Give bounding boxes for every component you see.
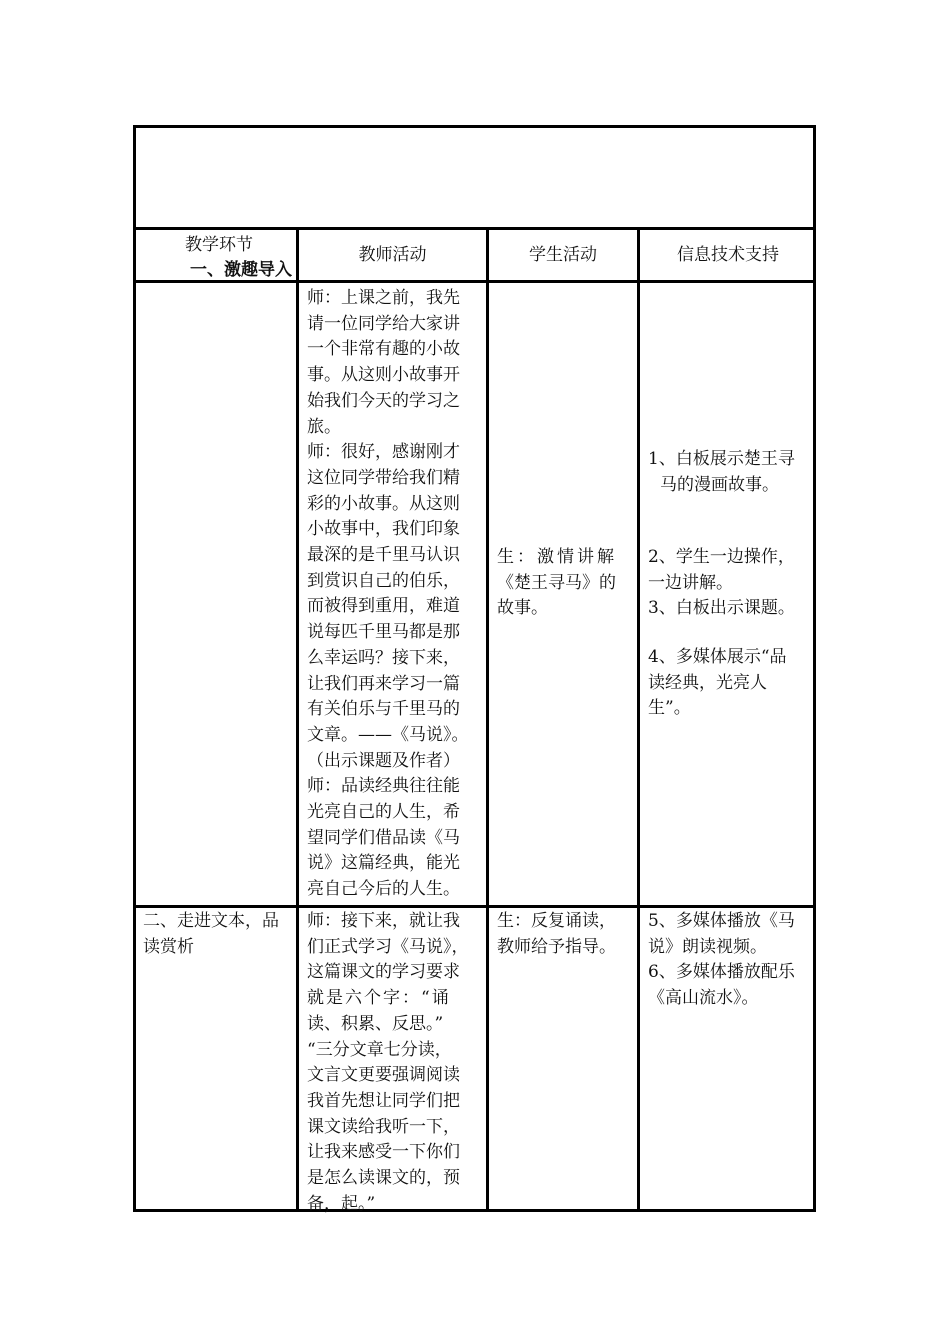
text-line: 望同学们借品读《马	[307, 827, 460, 848]
divider	[133, 227, 816, 230]
text-line: 读经典，光亮人	[648, 672, 767, 693]
text-line: 我首先想让同学们把	[307, 1090, 460, 1111]
text-line: 师：接下来，就让我	[307, 911, 460, 931]
text-line: 让我们再来学习一篇	[307, 673, 460, 694]
text-line: 有关伯乐与千里马的	[307, 699, 460, 720]
header-stage-label: 教学环节	[185, 235, 253, 255]
row1-it-support-3	[648, 645, 812, 722]
text-line: 3、白板出示课题。	[648, 598, 795, 619]
text-line: 么幸运吗？接下来，	[307, 647, 460, 668]
text-line: 生”。	[648, 698, 691, 719]
header-teacher: 教师活动	[358, 245, 427, 265]
divider	[486, 227, 489, 1212]
divider	[296, 227, 299, 1212]
text-line: 《楚王寻马》的	[497, 572, 616, 593]
text-line: 小故事中，我们印象	[307, 519, 460, 540]
text-line: 备，起。”	[307, 1193, 376, 1214]
row1-it-support	[648, 447, 812, 498]
text-line: 读、积累、反思。”	[307, 1013, 444, 1034]
text-line: 让我来感受一下你们	[307, 1142, 460, 1163]
text-line: （出示课题及作者）	[307, 750, 460, 771]
header-it: 信息技术支持	[677, 245, 779, 265]
text-line: 到赏识自己的伯乐，	[307, 570, 460, 591]
text-line: 文言文更要强调阅读	[307, 1065, 460, 1086]
text-line: 而被得到重用，难道	[307, 596, 460, 617]
text-line: 马的漫画故事。	[660, 474, 779, 495]
header-stage	[150, 233, 292, 283]
row1-stage-label: 一、激趣导入	[190, 260, 292, 280]
divider	[133, 905, 816, 908]
row2-stage	[143, 909, 293, 960]
text-line: 事。从这则小故事开	[307, 365, 460, 386]
text-line: 《高山流水》。	[648, 988, 759, 1009]
text-line: 读赏析	[143, 936, 194, 957]
text-line: 一边讲解。	[648, 572, 733, 593]
text-line: 旅。	[307, 416, 341, 437]
text-line: 最深的是千里马认识	[307, 545, 460, 566]
text-line: 们正式学习《马说》，	[307, 936, 469, 957]
row1-teacher-activity	[307, 286, 479, 903]
text-line: 2、学生一边操作，	[648, 547, 795, 567]
text-line: 课文读给我听一下，	[307, 1116, 460, 1137]
text-line: 是怎么读课文的，预	[307, 1168, 460, 1189]
row2-teacher-activity	[307, 909, 479, 1217]
text-line: 光亮自己的人生，希	[307, 802, 460, 823]
text-line: 说》这篇经典，能光	[307, 853, 460, 874]
row2-student-activity	[497, 909, 635, 960]
text-line: 师：上课之前，我先	[307, 288, 460, 308]
text-line: 故事。	[497, 598, 548, 619]
text-line: 师：品读经典往往能	[307, 776, 460, 797]
header-student: 学生活动	[529, 245, 597, 265]
text-line: 一个非常有趣的小故	[307, 339, 460, 360]
text-line: 生：反复诵读，	[497, 911, 616, 931]
text-line: 请一位同学给大家讲	[307, 313, 460, 334]
text-line: 1、白板展示楚王寻	[648, 449, 795, 469]
row1-it-support-2	[648, 545, 812, 622]
text-line: 始我们今天的学习之	[307, 390, 460, 411]
text-line: 生：激情讲解	[497, 547, 617, 567]
text-line: 亮自己今后的人生。	[307, 879, 460, 900]
text-line: 5、多媒体播放《马	[648, 911, 795, 931]
text-line: 说每匹千里马都是那	[307, 622, 460, 643]
text-line: 文章。——《马说》。	[307, 724, 469, 745]
text-line: 就是六个字：“诵	[307, 988, 451, 1009]
row2-it-support	[648, 909, 812, 1012]
text-line: 这篇课文的学习要求	[307, 962, 460, 983]
text-line: 这位同学带给我们精	[307, 467, 460, 488]
text-line: 彩的小故事。从这则	[307, 493, 460, 514]
text-line: 师：很好，感谢刚才	[307, 442, 460, 463]
text-line: 二、走进文本，品	[143, 911, 279, 931]
row1-student-activity	[497, 545, 631, 622]
text-line: 教师给予指导。	[497, 936, 616, 957]
divider	[637, 227, 640, 1212]
text-line: 说》朗读视频。	[648, 936, 767, 957]
text-line: 4、多媒体展示“品	[648, 647, 787, 667]
text-line: 6、多媒体播放配乐	[648, 962, 795, 983]
text-line: “三分文章七分读，	[307, 1039, 452, 1060]
